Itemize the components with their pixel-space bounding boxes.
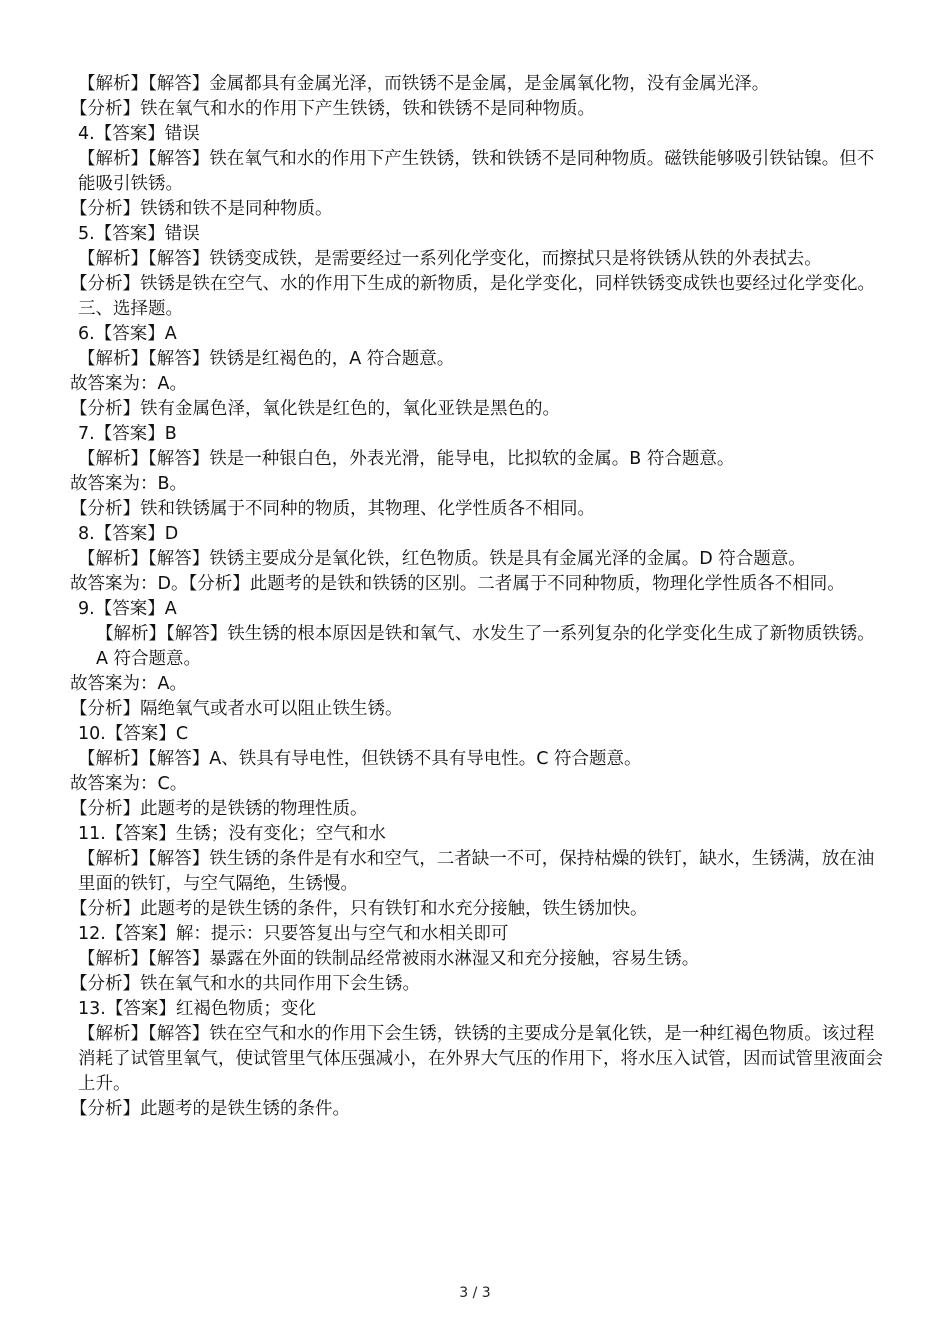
- paragraph: 【分析】铁在氧气和水的作用下产生铁锈，铁和铁锈不是同种物质。: [70, 99, 595, 119]
- paragraph: 故答案为：C。: [70, 774, 188, 794]
- paragraph: 【解析】【解答】铁生锈的根本原因是铁和氧气、水发生了一系列复杂的化学变化生成了新物质铁锈。A 符合题意。: [96, 624, 875, 669]
- paragraph: 【解析】【解答】金属都具有金属光泽，而铁锈不是金属，是金属氧化物，没有金属光泽。: [78, 74, 770, 94]
- paragraph: 【分析】铁和铁锈属于不同种的物质，其物理、化学性质各不相同。: [70, 499, 595, 519]
- paragraph: 【解析】【解答】铁在氧气和水的作用下产生铁锈，铁和铁锈不是同种物质。磁铁能够吸引铁钴镍。但不能吸引铁锈。: [78, 149, 875, 194]
- page-number: 3 / 3: [459, 1285, 491, 1301]
- paragraph: 故答案为：B。: [70, 474, 188, 494]
- paragraph: 【解析】【解答】暴露在外面的铁制品经常被雨水淋湿又和充分接触，容易生锈。: [78, 949, 700, 969]
- paragraph: 故答案为：A。: [70, 674, 187, 694]
- paragraph: 【分析】此题考的是铁生锈的条件。: [70, 1099, 350, 1119]
- paragraph: 【解析】【解答】铁锈是红褐色的，A 符合题意。: [78, 349, 455, 369]
- answer-heading: 6.【答案】A: [78, 324, 177, 344]
- paragraph: 【解析】【解答】铁锈变成铁，是需要经过一系列化学变化，而擦拭只是将铁锈从铁的外表拭去。: [78, 249, 822, 269]
- answer-heading: 11.【答案】生锈；没有变化；空气和水: [78, 824, 386, 844]
- paragraph: 故答案为：D。【分析】此题考的是铁和铁锈的区别。二者属于不同种物质，物理化学性质各不相同。: [70, 574, 845, 594]
- section-heading: 三、选择题。: [78, 299, 183, 319]
- answer-explanations: [70, 72, 885, 1122]
- paragraph: 【分析】此题考的是铁锈的物理性质。: [70, 799, 368, 819]
- paragraph: 【解析】【解答】铁锈主要成分是氧化铁，红色物质。铁是具有金属光泽的金属。D 符合题意。: [78, 549, 806, 569]
- answer-heading: 9.【答案】A: [78, 599, 177, 619]
- paragraph: 【分析】此题考的是铁生锈的条件，只有铁钉和水充分接触，铁生锈加快。: [70, 899, 648, 919]
- paragraph: 【解析】【解答】铁在空气和水的作用下会生锈，铁锈的主要成分是氧化铁，是一种红褐色物质。该过程消耗了试管里氧气，使试管里气体压强减小，在外界大气压的作用下，将水压入试管，因而试管里液面会上升。: [78, 1024, 883, 1094]
- paragraph: 故答案为：A。: [70, 374, 187, 394]
- paragraph: 【分析】铁锈是铁在空气、水的作用下生成的新物质，是化学变化，同样铁锈变成铁也要经过化学变化。: [70, 274, 875, 294]
- answer-heading: 7.【答案】B: [78, 424, 177, 444]
- answer-heading: 5.【答案】错误: [78, 224, 200, 244]
- answer-heading: 8.【答案】D: [78, 524, 179, 544]
- paragraph: 【分析】铁在氧气和水的共同作用下会生锈。: [70, 974, 420, 994]
- paragraph: 【解析】【解答】铁是一种银白色，外表光滑，能导电，比拟软的金属。B 符合题意。: [78, 449, 735, 469]
- answer-heading: 4.【答案】错误: [78, 124, 200, 144]
- paragraph: 【解析】【解答】铁生锈的条件是有水和空气，二者缺一不可，保持枯燥的铁钉，缺水，生锈满，放在油里面的铁钉，与空气隔绝，生锈慢。: [78, 849, 875, 894]
- paragraph: 【分析】铁有金属色泽，氧化铁是红色的，氧化亚铁是黑色的。: [70, 399, 560, 419]
- answer-heading: 12.【答案】解：提示：只要答复出与空气和水相关即可: [78, 924, 509, 944]
- paragraph: 【分析】隔绝氧气或者水可以阻止铁生锈。: [70, 699, 403, 719]
- answer-heading: 13.【答案】红褐色物质；变化: [78, 999, 316, 1019]
- answer-heading: 10.【答案】C: [78, 724, 189, 744]
- paragraph: 【解析】【解答】A、铁具有导电性，但铁锈不具有导电性。C 符合题意。: [78, 749, 642, 769]
- paragraph: 【分析】铁锈和铁不是同种物质。: [70, 199, 333, 219]
